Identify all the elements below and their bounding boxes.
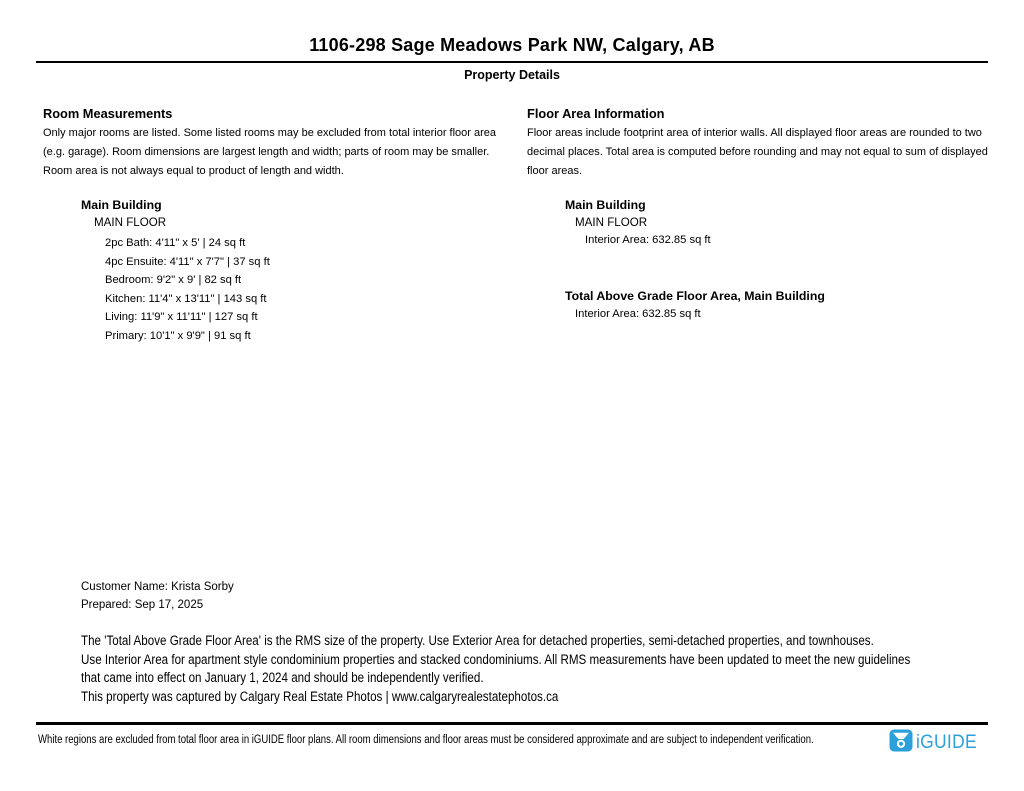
room-entry: 4pc Ensuite: 4'11" x 7'7" | 37 sq ft <box>105 255 270 268</box>
disclaimer-line: The 'Total Above Grade Floor Area' is the RMS size of the property. Use Exterior Area for detached properties, semi-detached properties, and townhouses. <box>81 633 874 648</box>
room-entry: Primary: 10'1" x 9'9" | 91 sq ft <box>105 329 251 342</box>
total-above-grade-heading: Total Above Grade Floor Area, Main Building <box>565 289 825 303</box>
iguide-logo-text: iGUIDE <box>915 732 977 753</box>
disclaimer-line: Use Interior Area for apartment style condominium properties and stacked condominiums. All RMS measurements have been updated to meet the new guidelines <box>81 651 911 667</box>
floor-area-interior-area: Interior Area: 632.85 sq ft <box>585 234 711 246</box>
customer-block <box>81 578 234 615</box>
room-measurements-heading: Room Measurements <box>43 106 173 121</box>
room-entry: Kitchen: 11'4" x 13'11" | 143 sq ft <box>105 292 267 305</box>
prepared-date-line: Prepared: Sep 17, 2025 <box>81 599 204 612</box>
disclaimer-line: that came into effect on January 1, 2024 and should be independently verified. <box>81 670 484 686</box>
floor-area-floor-name: MAIN FLOOR <box>575 216 648 229</box>
footer-divider <box>36 722 988 725</box>
room-measurements-floor-name: MAIN FLOOR <box>94 216 167 229</box>
room-entry: Living: 11'9" x 11'11" | 127 sq ft <box>105 311 258 324</box>
room-entry: 2pc Bath: 4'11" x 5' | 24 sq ft <box>105 237 246 249</box>
iguide-logo <box>889 729 982 757</box>
room-list <box>105 234 270 346</box>
header-divider <box>36 61 988 63</box>
disclaimer-block <box>81 632 1024 706</box>
page-title: 1106-298 Sage Meadows Park NW, Calgary, AB <box>309 35 715 55</box>
floor-area-building-name: Main Building <box>565 198 646 212</box>
disclaimer-line: This property was captured by Calgary Real Estate Photos | www.calgaryrealestatephotos.ca <box>81 688 559 704</box>
customer-name-line: Customer Name: Krista Sorby <box>81 581 234 593</box>
iguide-logo-icon <box>889 729 913 757</box>
floor-area-heading: Floor Area Information <box>527 106 665 121</box>
page-subtitle: Property Details <box>464 68 560 82</box>
footer-note: White regions are excluded from total floor area in iGUIDE floor plans. All room dimensions and floor areas must be considered approximate and are subject to independent verification. <box>38 734 814 746</box>
room-measurements-building-name: Main Building <box>81 198 162 212</box>
room-entry: Bedroom: 9'2" x 9' | 82 sq ft <box>105 274 242 287</box>
total-above-grade-interior-area: Interior Area: 632.85 sq ft <box>575 308 701 320</box>
floor-area-description: Floor areas include footprint area of interior walls. All displayed floor areas are rounded to two decimal places. Total area is computed before rounding and may not equal to sum of displayed floor areas. <box>527 127 988 177</box>
room-measurements-description: Only major rooms are listed. Some listed rooms may be excluded from total interior floor area (e.g. garage). Room dimensions are largest length and width; parts of room may be smaller. Room area is not always equal to product of length and width. <box>43 127 497 177</box>
